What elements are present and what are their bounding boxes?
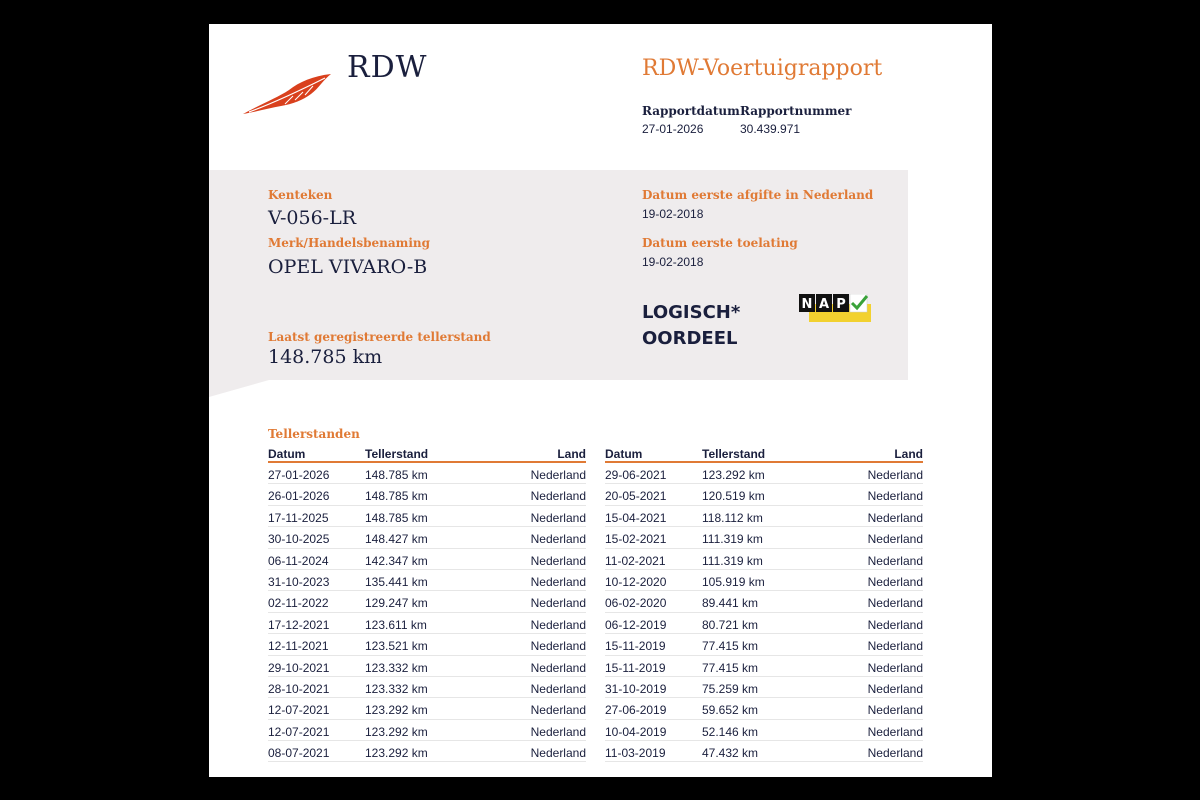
reading-date: 06-11-2024: [268, 553, 329, 568]
nap-letter-a: A: [818, 297, 830, 312]
table-row: [268, 634, 586, 655]
reading-date: 10-12-2020: [605, 574, 667, 589]
table-row: [268, 463, 586, 484]
table-row: [605, 698, 923, 719]
table-row: [605, 463, 923, 484]
table-row: [268, 613, 586, 634]
table-row: [268, 677, 586, 698]
table-row: [268, 506, 586, 527]
reading-odometer: 77.415 km: [702, 660, 759, 675]
reading-date: 27-01-2026: [268, 468, 330, 482]
reading-odometer: 123.521 km: [365, 639, 428, 654]
reading-date: 02-11-2022: [268, 596, 329, 611]
brand-name: RDW: [347, 50, 428, 85]
reading-country: Nederland: [530, 489, 586, 504]
table-row: [605, 484, 923, 505]
reading-date: 12-11-2021: [268, 639, 329, 654]
reading-odometer: 52.146 km: [702, 724, 759, 739]
reading-date: 17-11-2025: [268, 510, 329, 525]
reading-odometer: 111.319 km: [702, 553, 763, 568]
reading-date: 27-06-2019: [605, 703, 667, 718]
table-row: [605, 656, 923, 677]
table-header: [268, 445, 586, 463]
reading-odometer: 118.112 km: [702, 510, 763, 525]
reading-country: Nederland: [530, 703, 586, 718]
reading-date: 20-05-2021: [605, 489, 667, 504]
reading-date: 26-01-2026: [268, 489, 330, 504]
report-number-label: Rapportnummer: [740, 104, 852, 118]
reading-odometer: 47.432 km: [702, 746, 759, 761]
table-row: [268, 656, 586, 677]
reading-country: Nederland: [530, 553, 586, 568]
reading-country: Nederland: [867, 617, 923, 632]
readings-table-right: [605, 445, 923, 762]
reading-country: Nederland: [867, 596, 923, 611]
table-row: [268, 698, 586, 719]
report-page: [209, 24, 992, 777]
nap-letter-p: P: [836, 297, 846, 312]
reading-country: Nederland: [867, 724, 923, 739]
reading-date: 15-04-2021: [605, 510, 667, 525]
reading-country: Nederland: [867, 660, 923, 675]
table-row: [605, 506, 923, 527]
make-value: OPEL VIVARO-B: [268, 256, 428, 278]
reading-country: Nederland: [530, 639, 586, 654]
table-row: [605, 591, 923, 612]
table-row: [605, 741, 923, 762]
reading-date: 31-10-2019: [605, 681, 667, 696]
first-admission-label: Datum eerste toelating: [642, 236, 798, 250]
reading-odometer: 148.427 km: [365, 532, 428, 547]
reading-odometer: 148.785 km: [365, 468, 428, 482]
reading-odometer: 135.441 km: [365, 574, 428, 589]
odometer-label: Laatst geregistreerde tellerstand: [268, 330, 491, 344]
reading-country: Nederland: [530, 660, 586, 675]
reading-country: Nederland: [867, 681, 923, 696]
reading-odometer: 123.292 km: [365, 746, 428, 761]
reading-odometer: 123.611 km: [365, 617, 427, 632]
plate-value: V-056-LR: [268, 207, 357, 229]
reading-country: Nederland: [530, 532, 586, 547]
readings-table-left: [268, 445, 586, 762]
table-row: [268, 549, 586, 570]
reading-odometer: 59.652 km: [702, 703, 759, 718]
reading-country: Nederland: [867, 574, 923, 589]
reading-date: 29-06-2021: [605, 468, 667, 482]
panel-tail-decoration: [209, 380, 269, 397]
reading-odometer: 75.259 km: [702, 681, 759, 696]
table-row: [605, 634, 923, 655]
table-row: [605, 527, 923, 548]
reading-date: 28-10-2021: [268, 681, 330, 696]
verdict-line-1: LOGISCH*: [642, 302, 741, 323]
col-date-header: Datum: [605, 447, 643, 461]
reading-odometer: 89.441 km: [702, 596, 759, 611]
reading-odometer: 111.319 km: [702, 532, 763, 547]
reading-date: 15-11-2019: [605, 660, 666, 675]
col-odometer-header: Tellerstand: [365, 447, 429, 461]
table-row: [605, 549, 923, 570]
reading-date: 30-10-2025: [268, 532, 330, 547]
reading-date: 11-02-2021: [605, 553, 666, 568]
reading-country: Nederland: [867, 489, 923, 504]
reading-date: 15-11-2019: [605, 639, 666, 654]
table-row: [268, 720, 586, 741]
col-odometer-header: Tellerstand: [702, 447, 766, 461]
col-country-header: Land: [894, 447, 923, 461]
reading-date: 08-07-2021: [268, 746, 330, 761]
readings-title: Tellerstanden: [268, 427, 360, 441]
table-row: [268, 527, 586, 548]
reading-country: Nederland: [867, 639, 923, 654]
reading-odometer: 129.247 km: [365, 596, 428, 611]
table-row: [268, 570, 586, 591]
reading-country: Nederland: [867, 510, 923, 525]
reading-country: Nederland: [530, 510, 586, 525]
reading-date: 17-12-2021: [268, 617, 330, 632]
table-row: [605, 613, 923, 634]
verdict: [642, 300, 740, 352]
reading-country: Nederland: [867, 553, 923, 568]
reading-date: 31-10-2023: [268, 574, 330, 589]
reading-date: 12-07-2021: [268, 703, 330, 718]
reading-country: Nederland: [530, 574, 586, 589]
nap-logo-icon: [799, 294, 871, 322]
nap-letter-n: N: [801, 297, 813, 312]
report-title: RDW-Voertuigrapport: [642, 56, 883, 81]
reading-country: Nederland: [530, 724, 586, 739]
reading-odometer: 80.721 km: [702, 617, 759, 632]
reading-date: 11-03-2019: [605, 746, 666, 761]
first-nl-label: Datum eerste afgifte in Nederland: [642, 188, 874, 202]
reading-odometer: 142.347 km: [365, 553, 428, 568]
reading-odometer: 123.292 km: [365, 703, 428, 718]
reading-odometer: 148.785 km: [365, 510, 428, 525]
reading-odometer: 123.332 km: [365, 660, 428, 675]
report-number: 30.439.971: [740, 122, 801, 136]
reading-country: Nederland: [867, 703, 923, 718]
reading-odometer: 77.415 km: [702, 639, 759, 654]
reading-date: 10-04-2019: [605, 724, 667, 739]
table-row: [268, 591, 586, 612]
table-row: [268, 741, 586, 762]
reading-odometer: 120.519 km: [702, 489, 765, 504]
odometer-value: 148.785 km: [268, 346, 383, 368]
col-country-header: Land: [557, 447, 586, 461]
report-date-label: Rapportdatum: [642, 104, 740, 118]
reading-country: Nederland: [530, 596, 586, 611]
reading-date: 12-07-2021: [268, 724, 330, 739]
reading-odometer: 105.919 km: [702, 574, 765, 589]
reading-country: Nederland: [530, 468, 586, 482]
table-row: [605, 677, 923, 698]
reading-odometer: 148.785 km: [365, 489, 428, 504]
reading-country: Nederland: [867, 532, 923, 547]
reading-date: 15-02-2021: [605, 532, 667, 547]
col-date-header: Datum: [268, 447, 306, 461]
plate-label: Kenteken: [268, 188, 333, 202]
reading-odometer: 123.292 km: [702, 468, 765, 482]
reading-date: 06-02-2020: [605, 596, 667, 611]
first-admission-value: 19-02-2018: [642, 255, 704, 269]
reading-odometer: 123.292 km: [365, 724, 428, 739]
reading-country: Nederland: [530, 681, 586, 696]
table-row: [605, 720, 923, 741]
make-label: Merk/Handelsbenaming: [268, 236, 431, 250]
reading-country: Nederland: [530, 617, 586, 632]
reading-country: Nederland: [867, 746, 923, 761]
first-nl-value: 19-02-2018: [642, 207, 704, 221]
rdw-feather-logo-icon: [241, 68, 333, 118]
verdict-line-2: OORDEEL: [642, 328, 738, 349]
reading-date: 29-10-2021: [268, 660, 330, 675]
report-date: 27-01-2026: [642, 122, 704, 136]
reading-date: 06-12-2019: [605, 617, 667, 632]
table-row: [268, 484, 586, 505]
reading-odometer: 123.332 km: [365, 681, 428, 696]
reading-country: Nederland: [867, 468, 923, 482]
reading-country: Nederland: [530, 746, 586, 761]
table-row: [605, 570, 923, 591]
table-header: [605, 445, 923, 463]
